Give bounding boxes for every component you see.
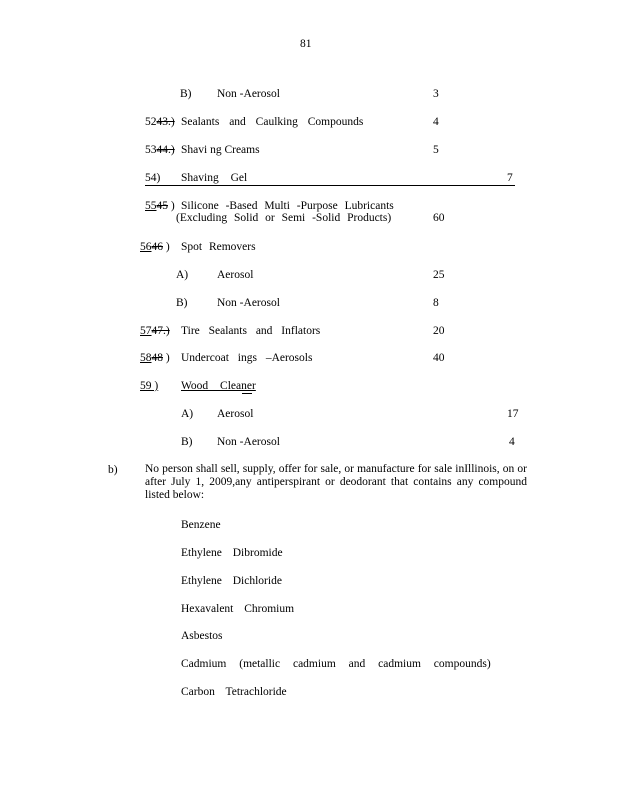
page-number: 81 bbox=[300, 38, 312, 50]
item-number-suffix: ) bbox=[168, 200, 175, 212]
compound-item: Asbestos bbox=[181, 630, 223, 642]
section-label: b) bbox=[108, 464, 118, 476]
item-number: 59 ) bbox=[140, 380, 159, 392]
item-number-new: 53 bbox=[145, 144, 157, 156]
item-number-old: 45 bbox=[156, 200, 168, 212]
compound-item: Cadmium (metallic cadmium and cadmium compounds) bbox=[181, 658, 491, 670]
sub-item-value: 25 bbox=[433, 269, 445, 281]
sub-item-value: 17 bbox=[507, 408, 519, 420]
sub-item-value: 3 bbox=[433, 88, 439, 100]
item-value: 4 bbox=[433, 116, 439, 128]
item-number-suffix: ) bbox=[163, 352, 170, 364]
sub-item-value: 8 bbox=[433, 297, 439, 309]
item-name: Sealants and Caulking Compounds bbox=[181, 116, 364, 128]
item-value: 40 bbox=[433, 352, 445, 364]
compound-item: Hexavalent Chromium bbox=[181, 603, 295, 615]
item-number: 54) bbox=[145, 172, 161, 184]
item-name: Undercoat ings –Aerosols bbox=[181, 352, 313, 364]
item-number-new: 56 bbox=[140, 241, 152, 253]
item-name-continued: (Excluding Solid or Semi -Solid Products) bbox=[176, 212, 392, 224]
item-value: 60 bbox=[433, 212, 445, 224]
compound-item: Benzene bbox=[181, 519, 221, 531]
item-value: 5 bbox=[433, 144, 439, 156]
item-name: Wood Cleaner bbox=[181, 380, 256, 392]
item-number-old: 43.) bbox=[156, 116, 175, 128]
item-number-old: 46 bbox=[151, 241, 163, 253]
item-value: 7 bbox=[507, 172, 513, 184]
item-number-old: 48 bbox=[151, 352, 163, 364]
sub-item-name: Aerosol bbox=[217, 408, 254, 420]
section-paragraph: No person shall sell, supply, offer for sale, or manufacture for sale inIllinois, on or after July 1, 2009,any antiperspirant or deodorant that contains any compound listed below: bbox=[145, 463, 527, 501]
sub-item-label: B) bbox=[181, 436, 193, 448]
item-number bbox=[140, 240, 170, 254]
item-number bbox=[140, 351, 170, 365]
underline-tail bbox=[242, 379, 252, 394]
sub-item-name: Non -Aerosol bbox=[217, 436, 280, 448]
item-value: 20 bbox=[433, 325, 445, 337]
item-number-new: 52 bbox=[145, 116, 157, 128]
item-name: Tire Sealants and Inflators bbox=[181, 325, 321, 337]
item-number-new: 58 bbox=[140, 352, 152, 364]
sub-item-label: A) bbox=[176, 269, 189, 281]
sub-item-label: A) bbox=[181, 408, 194, 420]
item-name: Silicone -Based Multi -Purpose Lubricants bbox=[181, 200, 394, 212]
compound-item: Ethylene Dibromide bbox=[181, 547, 283, 559]
item-number-new: 55 bbox=[145, 200, 157, 212]
item-number bbox=[145, 199, 175, 213]
item-name: Spot Removers bbox=[181, 241, 256, 253]
item-number-old: 44.) bbox=[156, 144, 175, 156]
compound-item: Carbon Tetrachloride bbox=[181, 686, 287, 698]
item-number bbox=[145, 143, 175, 157]
item-number bbox=[145, 115, 175, 129]
sub-item-name: Aerosol bbox=[217, 269, 254, 281]
compound-item: Ethylene Dichloride bbox=[181, 575, 282, 587]
item-name: Shaving Gel bbox=[181, 172, 248, 184]
sub-item-name: Non -Aerosol bbox=[217, 297, 280, 309]
item-name: Shavi ng Creams bbox=[181, 144, 260, 156]
sub-item-label: B) bbox=[176, 297, 188, 309]
item-number bbox=[140, 324, 170, 338]
sub-item-value: 4 bbox=[509, 436, 515, 448]
item-number-suffix: ) bbox=[163, 241, 170, 253]
item-number-old: 47.) bbox=[151, 325, 170, 337]
item-number-new: 57 bbox=[140, 325, 152, 337]
sub-item-name: Non -Aerosol bbox=[217, 88, 280, 100]
sub-item-label: B) bbox=[180, 88, 192, 100]
